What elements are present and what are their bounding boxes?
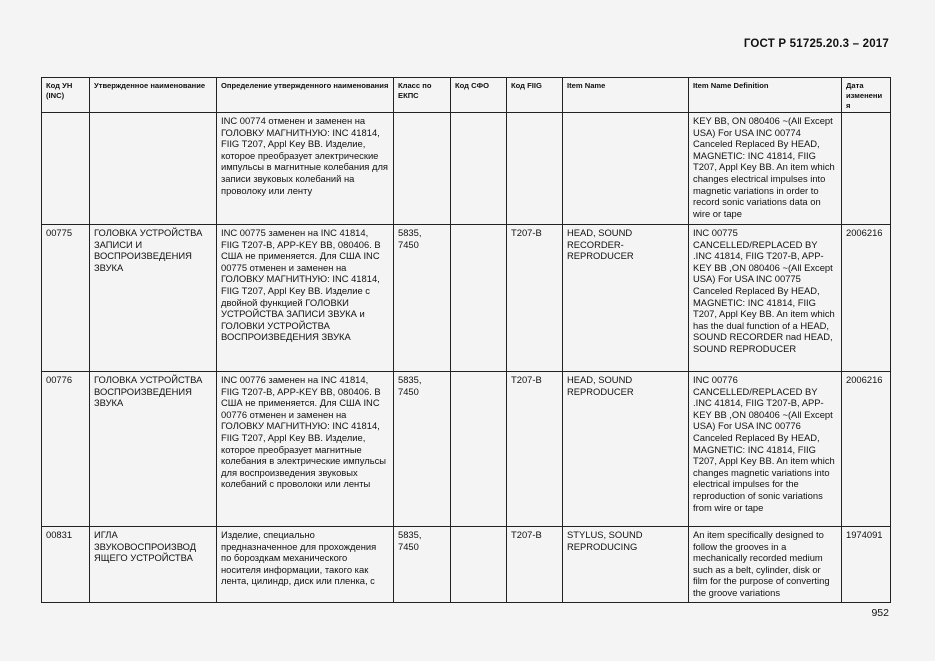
- cell-fiig: T207-B: [507, 225, 563, 372]
- cell-definition-ru: INC 00776 заменен на INC 41814, FIIG T207-B, APP-KEY BB, 080406. В США не применяется. Для США INC 00776 отменен и заменен на ГОЛОВКУ МАГНИТНУЮ: INC 41814, FIIG T207, Appl Key BB. Изделие, которое преобразует магнитные колебания в электрические импульсы для воспроизведения звуковых колебаний с проволоки или ленты: [217, 372, 394, 527]
- page-number: 952: [871, 607, 889, 619]
- cell-sfo: [451, 372, 507, 527]
- cell-class: 5835, 7450: [394, 225, 451, 372]
- cell-inc: 00776: [42, 372, 90, 527]
- cell-fiig: T207-B: [507, 527, 563, 603]
- cell-fiig: T207-B: [507, 372, 563, 527]
- cell-fiig: [507, 113, 563, 225]
- cell-definition-en: KEY BB, ON 080406 ~(All Except USA) For USA INC 00774 Canceled Replaced By HEAD, MAGNETIC: INC 41814, FIIG T207, Appl Key BB. An item which changes electrical impulses into magnetic variations in order to record sonic variations data on wire or tape: [689, 113, 842, 225]
- cell-definition-ru: INC 00774 отменен и заменен на ГОЛОВКУ МАГНИТНУЮ: INC 41814, FIIG T207, Appl Key BB. Изделие, которое преобразует электрические импульсы в магнитные колебания для записи звуковых колебаний на проволоку или ленту: [217, 113, 394, 225]
- header-fiig: Код FIIG: [507, 78, 563, 113]
- cell-definition-en: An item specifically designed to follow the grooves in a mechanically recorded medium such as a belt, cylinder, disk or film for the purpose of converting the groove variations: [689, 527, 842, 603]
- cell-inc: [42, 113, 90, 225]
- cell-class: 5835, 7450: [394, 372, 451, 527]
- table-row: [42, 372, 891, 527]
- header-item-name-definition: Item Name Definition: [689, 78, 842, 113]
- header-inc: Код УН (INC): [42, 78, 90, 113]
- cell-item-name: HEAD, SOUND RECORDER-REPRODUCER: [563, 225, 689, 372]
- header-item-name: Item Name: [563, 78, 689, 113]
- cell-name-ru: ГОЛОВКА УСТРОЙСТВА ВОСПРОИЗВЕДЕНИЯ ЗВУКА: [90, 372, 217, 527]
- cell-sfo: [451, 527, 507, 603]
- cell-name-ru: ИГЛА ЗВУКОВОСПРОИЗВОД ЯЩЕГО УСТРОЙСТВА: [90, 527, 217, 603]
- cell-inc: 00831: [42, 527, 90, 603]
- table-row: [42, 527, 891, 603]
- cell-item-name: STYLUS, SOUND REPRODUCING: [563, 527, 689, 603]
- cell-item-name: [563, 113, 689, 225]
- header-approved-name: Утвержденное наименование: [90, 78, 217, 113]
- spec-table: [41, 77, 891, 603]
- header-class: Класс по ЕКПС: [394, 78, 451, 113]
- cell-definition-ru: INC 00775 заменен на INC 41814, FIIG T207-B, APP-KEY BB, 080406. В США не применяется. Для США INC 00775 отменен и заменен на ГОЛОВКУ МАГНИТНУЮ: INC 41814, FIIG T207, Appl Key BB. Изделие с двойной функцией ГОЛОВКИ УСТРОЙСТВА ЗАПИСИ ЗВУКА и ГОЛОВКИ УСТРОЙСТВА ВОСПРОИЗВЕДЕНИЯ ЗВУКА: [217, 225, 394, 372]
- table-header-row: [42, 78, 891, 113]
- cell-sfo: [451, 113, 507, 225]
- cell-date: 2006216: [842, 372, 891, 527]
- cell-definition-en: INC 00775 CANCELLED/REPLACED BY .INC 41814, FIIG T207-B, APP-KEY BB ,ON 080406 ~(All Except USA) For USA INC 00775 Canceled Replaced By HEAD, MAGNETIC: INC 41814, FIIG T207, Appl Key BB. An item which has the dual function of a HEAD, SOUND RECORDER nad HEAD, SOUND REPRODUCER: [689, 225, 842, 372]
- cell-definition-ru: Изделие, специально предназначенное для прохождения по бороздкам механического носителя информации, такого как лента, цилиндр, диск или пленка, с: [217, 527, 394, 603]
- cell-date: [842, 113, 891, 225]
- cell-class: [394, 113, 451, 225]
- cell-sfo: [451, 225, 507, 372]
- cell-inc: 00775: [42, 225, 90, 372]
- cell-definition-en: INC 00776 CANCELLED/REPLACED BY .INC 41814, FIIG T207-B, APP-KEY BB ,ON 080406 ~(All Except USA) For USA INC 00776 Canceled Replaced By HEAD, MAGNETIC: INC 41814, FIIG T207, Appl Key BB. An item which changes magnetic variations into electrical impulses for the reproduction of sonic variations from wire or tape: [689, 372, 842, 527]
- cell-name-ru: [90, 113, 217, 225]
- document-header: ГОСТ Р 51725.20.3 – 2017: [743, 38, 889, 50]
- header-sfo: Код СФО: [451, 78, 507, 113]
- cell-item-name: HEAD, SOUND REPRODUCER: [563, 372, 689, 527]
- table-row: [42, 113, 891, 225]
- cell-name-ru: ГОЛОВКА УСТРОЙСТВА ЗАПИСИ И ВОСПРОИЗВЕДЕНИЯ ЗВУКА: [90, 225, 217, 372]
- cell-class: 5835, 7450: [394, 527, 451, 603]
- table-row: [42, 225, 891, 372]
- cell-date: 1974091: [842, 527, 891, 603]
- header-definition-ru: Определение утвержденного наименования: [217, 78, 394, 113]
- cell-date: 2006216: [842, 225, 891, 372]
- header-date: Дата изменения: [842, 78, 891, 113]
